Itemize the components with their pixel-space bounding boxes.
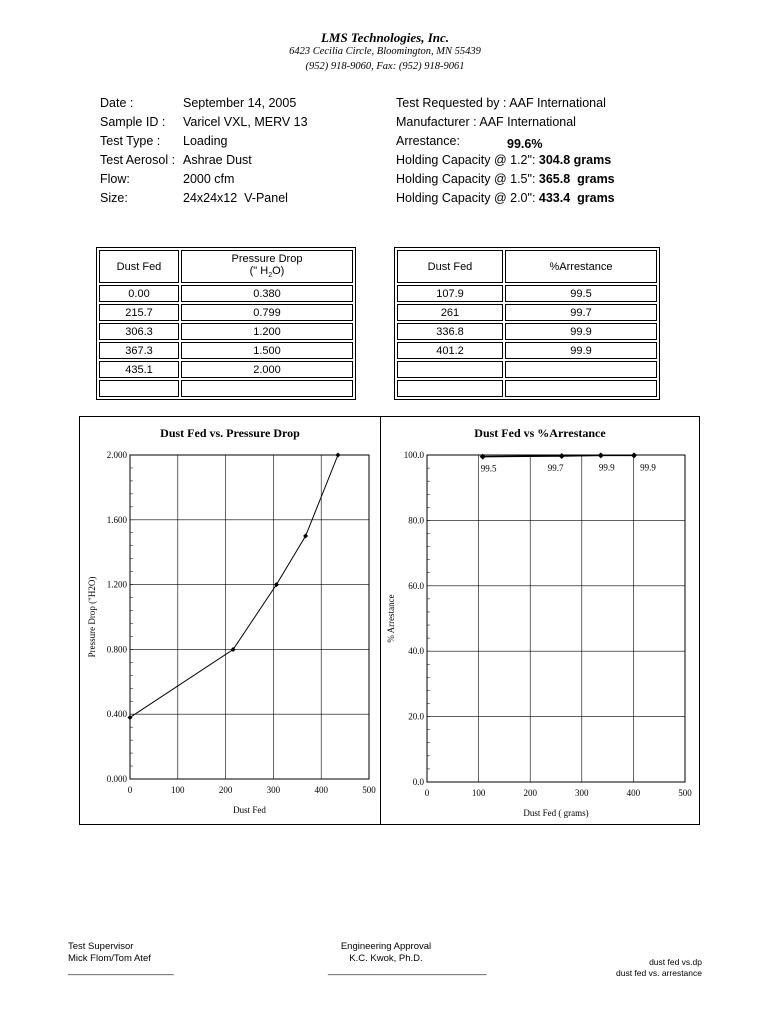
x-tick-label: 100 xyxy=(171,785,185,795)
holding-capacity-1-5 xyxy=(396,170,615,189)
x-tick-label: 0 xyxy=(127,785,133,795)
table-row xyxy=(99,342,353,359)
y-tick-label: 0.000 xyxy=(106,774,127,784)
table-row xyxy=(397,285,657,302)
table-cell: 306.3 xyxy=(99,323,179,340)
info-value: September 14, 2005 xyxy=(183,96,297,110)
info-label: Size: xyxy=(100,191,128,205)
test-supervisor-block xyxy=(68,941,174,977)
table-cell: 215.7 xyxy=(99,304,179,321)
x-axis-label: Dust Fed xyxy=(233,805,266,815)
table-cell: 336.8 xyxy=(397,323,503,340)
hc-label: Holding Capacity @ 2.0": xyxy=(396,191,539,205)
table-cell: 99.9 xyxy=(505,323,657,340)
table-cell: 1.200 xyxy=(181,323,353,340)
y-tick-label: 0.400 xyxy=(106,709,127,720)
column-header xyxy=(181,250,353,283)
data-point xyxy=(598,452,604,458)
arrestance-plot xyxy=(381,417,699,824)
x-tick-label: 300 xyxy=(266,785,281,795)
table-cell: 99.9 xyxy=(505,342,657,359)
company-address: 6423 Cecilia Circle, Bloomington, MN 55439 xyxy=(289,46,481,57)
hc-value: 304.8 grams xyxy=(538,153,612,167)
table-row xyxy=(99,361,353,378)
y-tick-label: 80.0 xyxy=(408,515,424,526)
y-tick-label: 60.0 xyxy=(408,580,424,591)
x-tick-label: 0 xyxy=(424,788,430,798)
approval-title: Engineering Approval xyxy=(340,941,432,952)
table-row xyxy=(99,304,353,321)
supervisor-title: Test Supervisor xyxy=(68,941,134,952)
info-row-sample-id xyxy=(100,113,308,132)
chart-title: Dust Fed vs. Pressure Drop xyxy=(160,426,300,440)
data-point xyxy=(303,534,308,539)
info-row-date xyxy=(100,94,308,113)
table-row xyxy=(99,323,353,340)
table-cell: 0.380 xyxy=(181,285,353,302)
plot-frame xyxy=(427,455,685,782)
x-axis-label: Dust Fed ( grams) xyxy=(523,808,589,818)
info-row-size xyxy=(100,189,308,208)
pressure-drop-chart xyxy=(79,416,381,825)
supervisor-signature-line: ____________________ xyxy=(68,965,174,976)
info-value: Varicel VXL, MERV 13 xyxy=(183,115,308,129)
hc-value: 433.4 grams xyxy=(538,191,615,205)
table-cell: 99.7 xyxy=(505,304,657,321)
arrestance-table xyxy=(394,247,660,400)
requested-by: Test Requested by : AAF International xyxy=(396,96,606,110)
hc-label: Holding Capacity @ 1.5": xyxy=(396,172,539,186)
company-name: LMS Technologies, Inc. xyxy=(320,30,450,45)
info-label: Test Aerosol : xyxy=(100,153,176,167)
engineering-approval-block xyxy=(328,941,487,977)
approval-name: K.C. Kwok, Ph.D. xyxy=(349,953,423,964)
info-label: Flow: xyxy=(100,172,130,186)
data-point xyxy=(559,453,565,459)
table-cell xyxy=(181,380,353,397)
y-tick-label: 2.000 xyxy=(106,450,127,460)
data-label: 99.5 xyxy=(480,463,497,474)
company-phone: (952) 918-9060, Fax: (952) 918-9061 xyxy=(305,61,465,72)
pressure-drop-plot xyxy=(80,417,380,824)
column-header: Dust Fed xyxy=(397,250,503,283)
x-tick-label: 100 xyxy=(471,788,486,798)
hc-value: 365.8 grams xyxy=(538,172,615,186)
table-row xyxy=(397,323,657,340)
y-tick-label: 40.0 xyxy=(408,646,424,657)
table-row xyxy=(397,342,657,359)
file-notes xyxy=(616,957,702,979)
table-header-row xyxy=(99,250,353,283)
table-row xyxy=(397,304,657,321)
column-header: %Arrestance xyxy=(505,250,657,283)
table-row xyxy=(397,380,657,397)
series-line xyxy=(483,455,634,456)
table-cell xyxy=(99,380,179,397)
table-cell xyxy=(397,380,503,397)
y-tick-label: 1.200 xyxy=(106,579,127,590)
data-point xyxy=(335,453,340,458)
info-label: Sample ID : xyxy=(100,115,166,129)
arrestance-value: 99.6% xyxy=(507,137,543,151)
header-line: Pressure Drop xyxy=(231,253,303,266)
holding-capacity-2-0 xyxy=(396,189,615,208)
series-line xyxy=(130,455,338,717)
info-row-test-type xyxy=(100,132,308,151)
table-cell: 107.9 xyxy=(397,285,503,302)
data-label: 99.9 xyxy=(640,462,656,473)
approval-signature-line: ______________________________ xyxy=(328,965,487,976)
info-value: 24x24x12 V-Panel xyxy=(183,191,288,205)
table-cell: 1.500 xyxy=(181,342,353,359)
y-tick-label: 100.0 xyxy=(403,450,424,460)
header-line: (" $H_2O$) xyxy=(249,265,285,280)
x-tick-label: 200 xyxy=(523,788,537,798)
hc-label: Holding Capacity @ 1.2": xyxy=(396,153,539,167)
plot-frame xyxy=(130,455,369,779)
table-cell: 367.3 xyxy=(99,342,179,359)
y-tick-label: 0.800 xyxy=(106,644,127,655)
arrestance-row xyxy=(396,132,615,151)
x-tick-label: 500 xyxy=(362,785,376,795)
y-axis-label: Pressure Drop ("H2O) xyxy=(87,576,97,658)
holding-capacity-1-2 xyxy=(396,151,615,170)
info-value: Ashrae Dust xyxy=(183,153,252,167)
pressure-drop-table xyxy=(96,247,356,400)
table-header-row xyxy=(397,250,657,283)
info-value: Loading xyxy=(183,134,228,148)
table-cell xyxy=(505,380,657,397)
x-tick-label: 200 xyxy=(218,785,233,795)
data-label: 99.9 xyxy=(598,462,615,473)
table-row xyxy=(397,361,657,378)
table-cell: 0.00 xyxy=(99,285,179,302)
column-header: Dust Fed xyxy=(99,250,179,283)
table-cell: 401.2 xyxy=(397,342,503,359)
supervisor-names: Mick Flom/Tom Atef xyxy=(68,953,151,964)
file-note: dust fed vs. arrestance xyxy=(616,968,702,978)
x-tick-label: 500 xyxy=(678,788,692,798)
table-cell: 261 xyxy=(397,304,503,321)
table-row xyxy=(99,285,353,302)
table-row xyxy=(99,380,353,397)
test-info-right xyxy=(396,94,615,208)
test-info-left xyxy=(100,94,308,208)
x-tick-label: 300 xyxy=(575,788,589,798)
info-value: 2000 cfm xyxy=(183,172,235,186)
table-cell: 435.1 xyxy=(99,361,179,378)
arrestance-label: Arrestance: xyxy=(396,134,460,148)
y-axis-label: % Arrestance xyxy=(386,594,396,643)
table-cell xyxy=(397,361,503,378)
info-label: Date : xyxy=(100,96,134,110)
table-cell: 2.000 xyxy=(181,361,353,378)
x-tick-label: 400 xyxy=(314,785,328,795)
arrestance-chart xyxy=(380,416,700,825)
x-tick-label: 400 xyxy=(626,788,641,798)
info-row-flow xyxy=(100,170,308,189)
manufacturer: Manufacturer : AAF International xyxy=(396,115,576,129)
info-row-test-aerosol xyxy=(100,151,308,170)
y-tick-label: 20.0 xyxy=(408,711,424,722)
info-label: Test Type : xyxy=(100,134,161,148)
table-cell: 0.799 xyxy=(181,304,353,321)
file-note: dust fed vs.dp xyxy=(649,957,702,967)
chart-title: Dust Fed vs %Arrestance xyxy=(474,426,606,440)
y-tick-label: 1.600 xyxy=(106,514,127,525)
table-cell: 99.5 xyxy=(505,285,657,302)
data-label: 99.7 xyxy=(547,462,564,473)
data-point xyxy=(631,452,637,458)
table-cell xyxy=(505,361,657,378)
y-tick-label: 0.0 xyxy=(412,777,424,787)
